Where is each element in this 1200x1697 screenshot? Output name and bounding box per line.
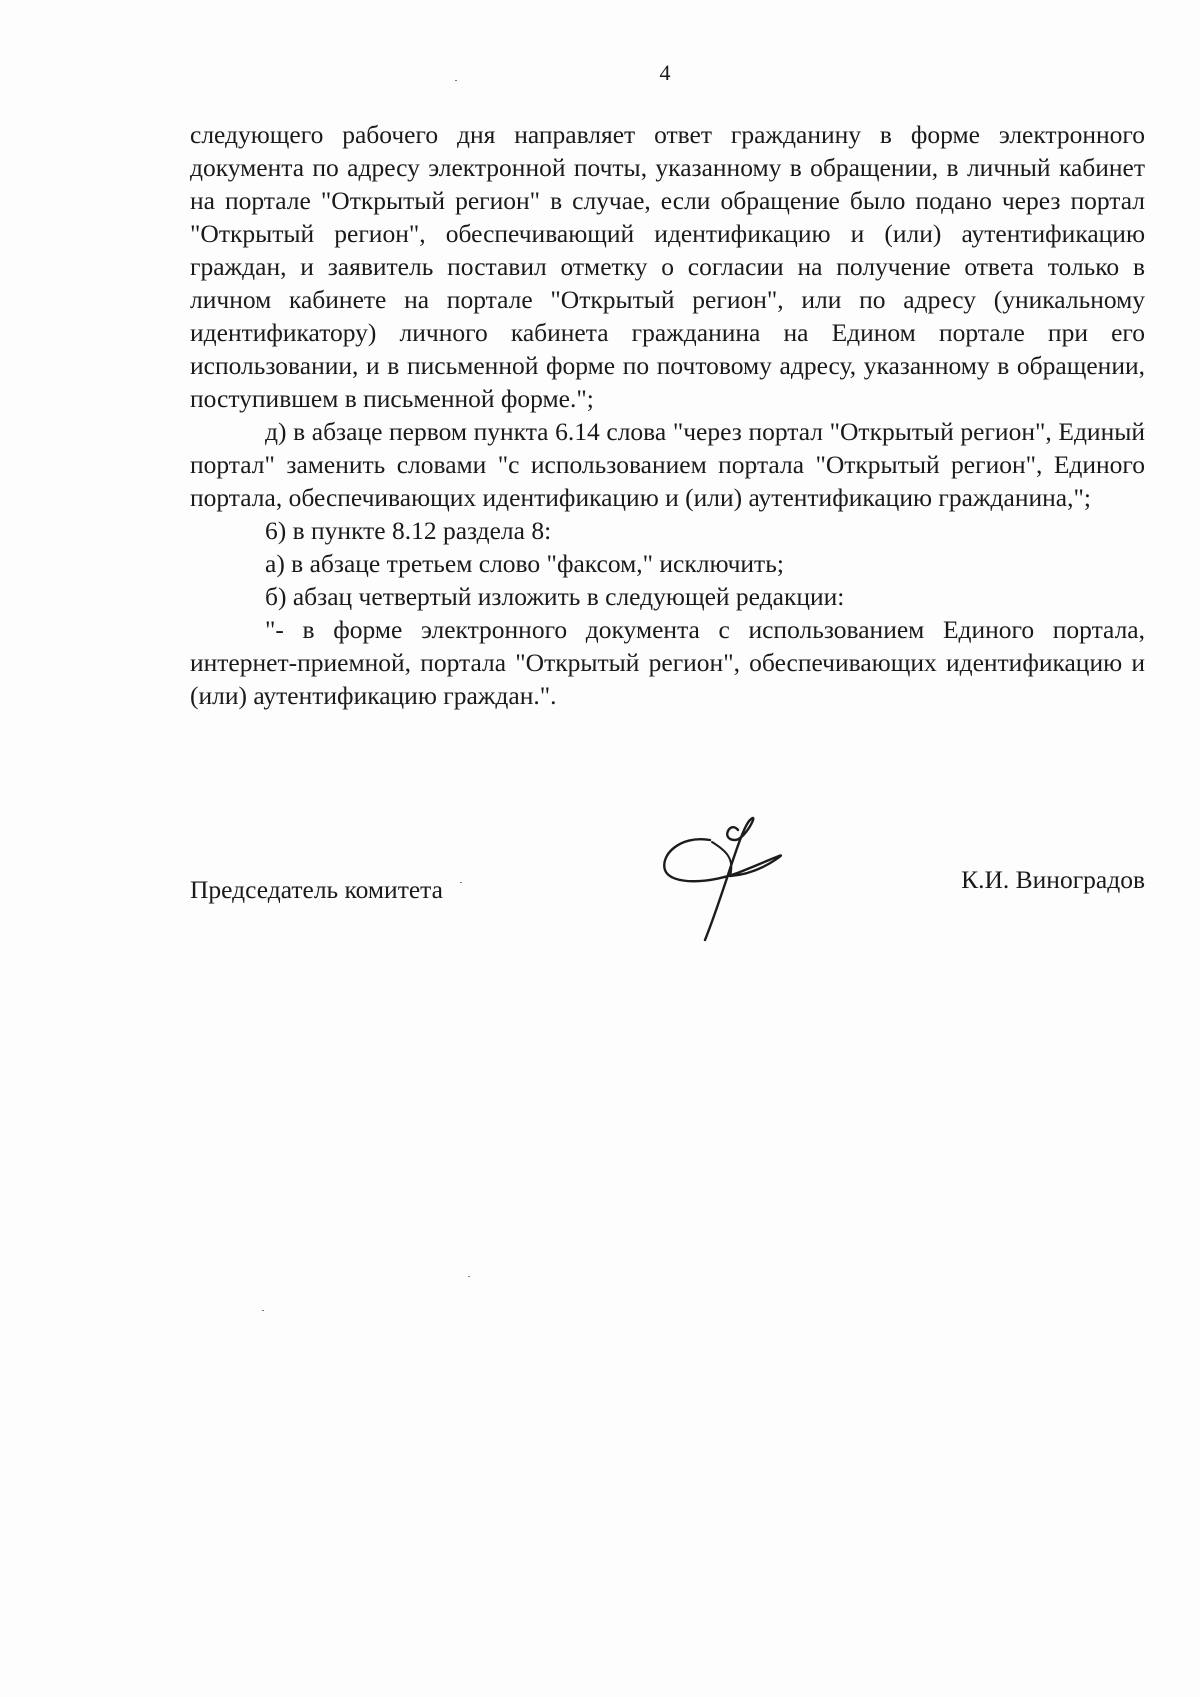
- signatory-name: К.И. Виноградов: [961, 865, 1145, 894]
- scan-speck: [455, 80, 457, 81]
- page-number: 4: [659, 60, 671, 85]
- scan-speck: [460, 882, 462, 883]
- paragraph: а) в абзаце третьем слово "факсом," исключить;: [265, 549, 784, 578]
- signature-block: [190, 810, 1145, 960]
- paragraph: б) абзац четвертый изложить в следующей редакции:: [265, 582, 845, 611]
- scan-speck: [468, 1276, 470, 1277]
- paragraph: следующего рабочего дня направляет ответ гражданину в форме электронного документа по адресу электронной почты, указанному в обращении, в личный кабинет на портале "Открытый регион" в случае, если обращение было подано через портал "Открытый регион", обеспечивающий идентификацию и (или) аутентификацию граждан, и заявитель поставил отметку о согласии на получение ответа только в личном кабинете на портале "Открытый регион", или по адресу (уникальному идентификатору) личного кабинета гражданина на Едином портале при его использовании, и в письменной форме по почтовому адресу, указанному в обращении, поступившем в письменной форме.";: [190, 120, 1145, 413]
- scan-speck: [262, 1310, 264, 1311]
- paragraph: 6) в пункте 8.12 раздела 8:: [265, 516, 552, 545]
- paragraph: д) в абзаце первом пункта 6.14 слова "через портал "Открытый регион", Единый портал" заменить словами "с использованием портала "Открытый регион", Единого портала, обеспечивающих идентификацию и (или) аутентификацию гражданина,";: [190, 417, 1145, 512]
- paragraph: "- в форме электронного документа с использованием Единого портала, интернет-приемной, портала "Открытый регион", обеспечивающих идентификацию и (или) аутентификацию граждан.".: [190, 615, 1145, 710]
- handwritten-signature-icon: [650, 810, 800, 960]
- document-body: [190, 118, 1145, 712]
- signatory-title: Председатель комитета: [190, 875, 443, 904]
